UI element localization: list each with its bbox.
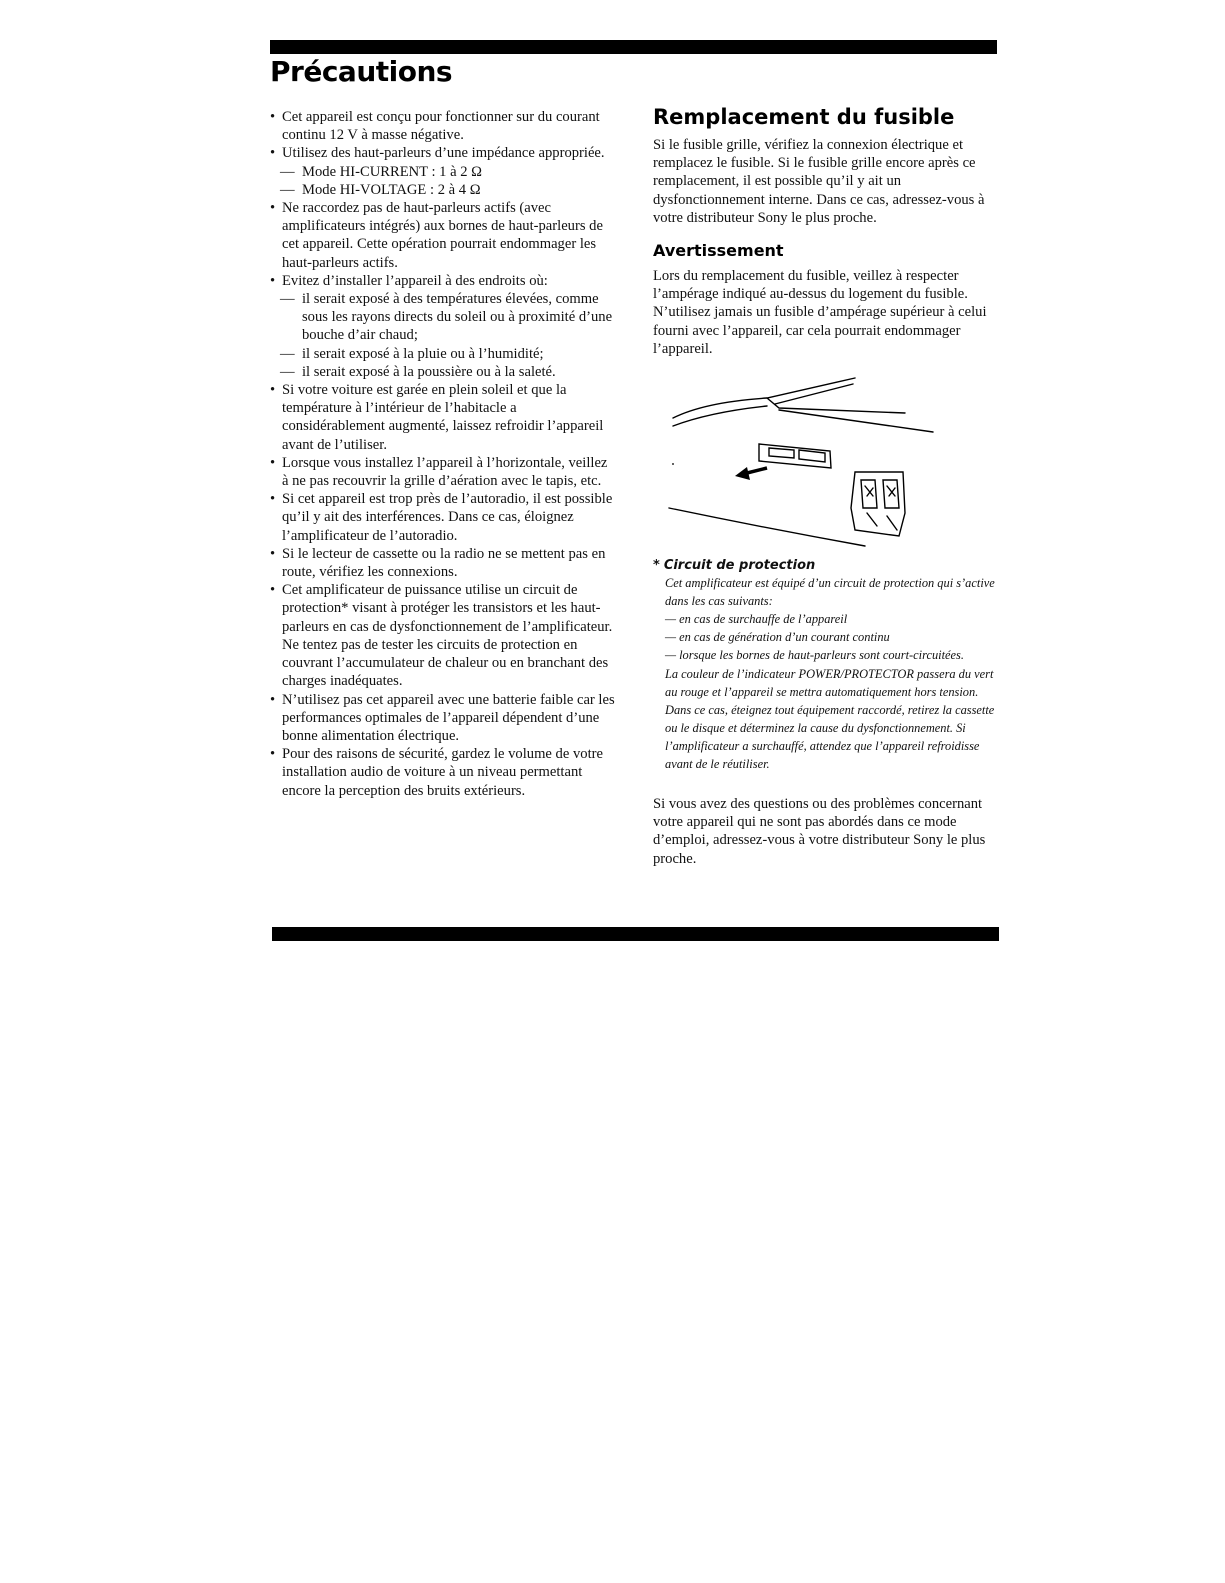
list-item: • Utilisez des haut-parleurs d’une impédance appropriée.: [270, 144, 615, 162]
sub-item-text: il serait exposé à la poussière ou à la saleté.: [302, 363, 556, 380]
fuse-section: [653, 104, 995, 868]
note-list-item: — en cas de génération d’un courant continu: [665, 630, 890, 645]
protection-circuit-note: [653, 574, 995, 773]
precautions-list: [270, 108, 615, 800]
sub-item-text: il serait exposé à la pluie ou à l’humidité;: [302, 345, 544, 362]
bottom-rule: [272, 927, 999, 941]
top-rule: [270, 40, 997, 54]
list-item: • Cet amplificateur de puissance utilise un circuit de protection* visant à protéger les transistors et les haut-parleurs en cas de dysfonctionnement de l’amplificateur. Ne tentez pas de tester les circuits de protection en couvrant l’accumulateur de chaleur ou en branchant des charges inadéquates.: [270, 581, 615, 690]
list-item: • Si votre voiture est garée en plein soleil et que la température à l’intérieur de l’habitacle a considérablement augmenté, laissez refroidir l’appareil avant de l’utiliser.: [270, 381, 615, 454]
list-item: • Ne raccordez pas de haut-parleurs actifs (avec amplificateurs intégrés) aux bornes de haut-parleurs de cet appareil. Cette opération pourrait endommager les haut-parleurs actifs.: [270, 199, 615, 272]
sub-item-text: il serait exposé à des températures élevées, comme sous les rayons directs du soleil ou à proximité d’une bouche d’air chaud;: [302, 291, 613, 344]
note-list-item: — en cas de surchauffe de l’appareil: [665, 612, 848, 627]
note-list-item: — lorsque les bornes de haut-parleurs sont court-circuitées.: [665, 648, 964, 663]
sub-item: — Mode HI-VOLTAGE : 2 à 4 Ω: [280, 181, 481, 198]
page-title: Précautions: [270, 55, 453, 88]
sub-item-text: Mode HI-CURRENT : 1 à 2 Ω: [302, 163, 483, 180]
list-item: • Si cet appareil est trop près de l’autoradio, il est possible qu’il y ait des interférences. Dans ce cas, éloignez l’amplificateur de l’autoradio.: [270, 490, 615, 545]
protection-circuit-title: Circuit de protection: [663, 558, 816, 574]
footnote-marker: *: [653, 558, 660, 574]
closing-paragraph: Si vous avez des questions ou des problèmes concernant votre appareil qui ne sont pas abordés dans ce mode d’emploi, adressez-vous à votre distributeur Sony le plus proche.: [653, 796, 986, 867]
section-heading: Remplacement du fusible: [653, 105, 955, 129]
list-item: • Si le lecteur de cassette ou la radio ne se mettent pas en route, vérifiez les connexions.: [270, 545, 615, 581]
protection-circuit-heading: [653, 557, 995, 574]
sub-item-text: Mode HI-VOLTAGE : 2 à 4 Ω: [302, 181, 481, 198]
sub-item: — il serait exposé à la poussière ou à la saleté.: [280, 363, 556, 380]
note-paragraph: La couleur de l’indicateur POWER/PROTECTOR passera du vert au rouge et l’appareil se mettra automatiquement hors tension.: [665, 666, 994, 699]
warning-paragraph: Lors du remplacement du fusible, veillez à respecter l’ampérage indiqué au-dessus du logement du fusible. N’utilisez jamais un fusible d’ampérage supérieur à celui fourni avec l’appareil, car cela pourrait endommager l’appareil.: [653, 268, 987, 357]
sub-item: — il serait exposé à la pluie ou à l’humidité;: [280, 345, 544, 362]
list-item: • Cet appareil est conçu pour fonctionner sur du courant continu 12 V à masse négative.: [270, 108, 615, 144]
note-paragraph: Cet amplificateur est équipé d’un circuit de protection qui s’active dans les cas suivants:: [665, 576, 995, 609]
warning-heading: Avertissement: [653, 241, 784, 261]
list-item: • Pour des raisons de sécurité, gardez le volume de votre installation audio de voiture à un niveau permettant encore la perception des bruits extérieurs.: [270, 745, 615, 800]
list-item: • Evitez d’installer l’appareil à des endroits où:: [270, 272, 615, 290]
list-item: • N’utilisez pas cet appareil avec une batterie faible car les performances optimales de l’appareil dépendent d’une bonne alimentation électrique.: [270, 691, 615, 746]
note-paragraph: Dans ce cas, éteignez tout équipement raccordé, retirez la cassette ou le disque et déterminez la cause du dysfonctionnement. Si l’amplificateur a surchauffé, attendez que l’appareil refroidisse avant de le réutiliser.: [665, 702, 995, 771]
sub-item: — Mode HI-CURRENT : 1 à 2 Ω: [280, 163, 483, 180]
list-item: • Lorsque vous installez l’appareil à l’horizontale, veillez à ne pas recouvrir la grille d’aération avec le tapis, etc.: [270, 454, 615, 490]
fuse-intro-paragraph: Si le fusible grille, vérifiez la connexion électrique et remplacez le fusible. Si le fusible grille encore après ce remplacement, il est possible qu’il y ait un dysfonctionnement interne. Dans ce cas, adressez-vous à votre distributeur Sony le plus proche.: [653, 137, 985, 226]
sub-item: — il serait exposé à des températures élevées, comme sous les rayons directs du soleil ou à proximité d’une bouche d’air chaud;: [280, 291, 613, 344]
fuse-replacement-illustration: [655, 368, 935, 553]
